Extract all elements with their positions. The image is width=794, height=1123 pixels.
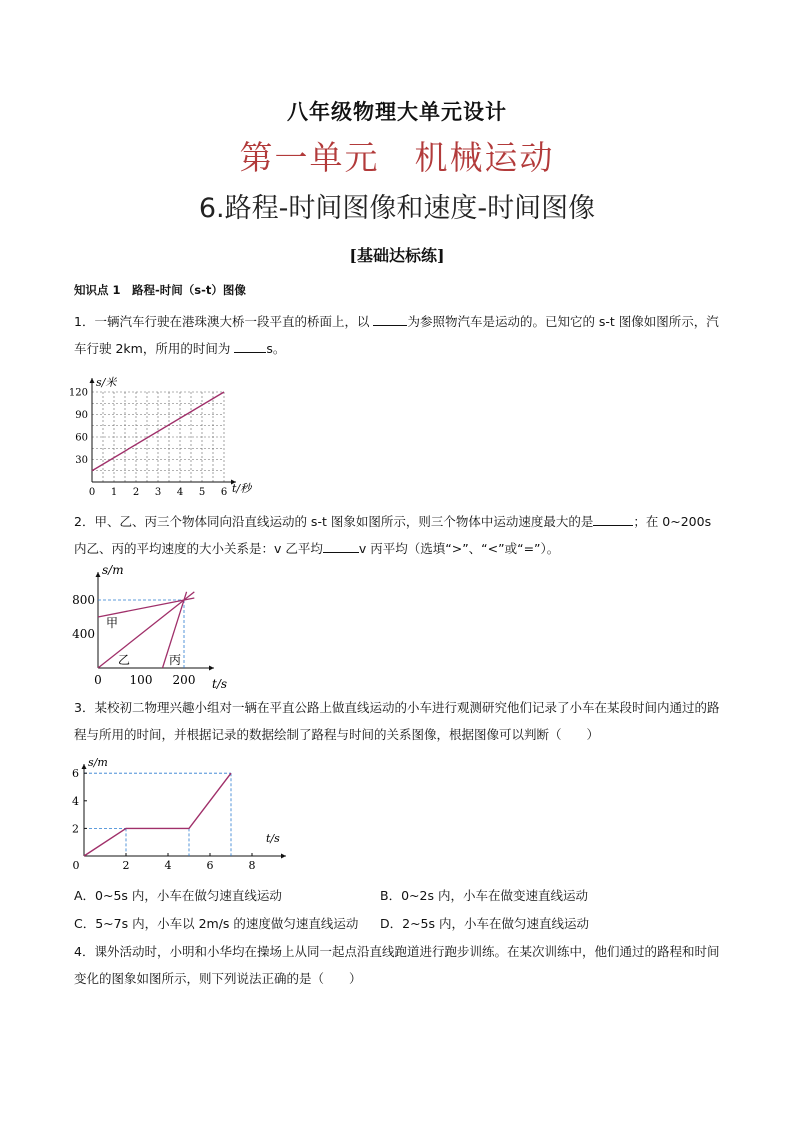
y-axis-arrow-icon [82, 764, 87, 769]
chart-1-st-graph [66, 370, 266, 500]
section-title: [基础达标练] [349, 246, 445, 265]
y-tick-label: 400 [72, 627, 95, 641]
question-4: 4．课外活动时，小明和小华均在操场上从同一起点沿直线跑道进行跑步训练。在某次训练中，他们通过的路程和时间变化的图象如图所示，则下列说法正确的是（ ） [74, 944, 720, 986]
y-tick-label: 30 [75, 455, 88, 466]
q1-blank-1[interactable] [373, 311, 407, 326]
y-tick-label: 800 [72, 593, 95, 607]
series-line [92, 392, 224, 471]
x-tick-label: 4 [176, 487, 184, 498]
chart-1-axes [90, 378, 237, 485]
y-tick-label: 6 [72, 767, 79, 781]
x-axis-arrow-icon [209, 666, 214, 671]
series-label-1: 甲 [106, 616, 119, 630]
x-tick-label: 0 [88, 487, 96, 498]
x-tick-label: 2 [132, 487, 140, 498]
lesson-title: 6.路程-时间图像和速度-时间图像 [198, 193, 596, 224]
chart-3-axes [82, 764, 287, 859]
chart-2-series [98, 592, 194, 668]
q3-option-d[interactable]: D．2~5s 内，小车在做匀速直线运动 [380, 916, 589, 931]
chart-1-xlabel: t/秒 [232, 482, 252, 495]
q2-text-part2: ；在 0~200s 内乙、丙的平均速度的大小关系是：v 乙平均 [74, 514, 712, 556]
series-label-3: 丙 [169, 653, 182, 667]
chart-3-st-graph [66, 752, 286, 874]
x-tick-label: 4 [164, 859, 172, 872]
q2-blank-1[interactable] [593, 511, 633, 526]
chart-3-ylabel: s/m [88, 756, 108, 769]
y-axis-arrow-icon [96, 572, 101, 577]
chart-3-xlabel: t/s [266, 832, 280, 845]
x-tick-label: 0 [72, 859, 80, 872]
x-tick-label: 1 [110, 487, 118, 498]
q3-option-c[interactable]: C．5~7s 内，小车以 2m/s 的速度做匀速直线运动 [74, 916, 359, 931]
question-3: 3．某校初二物理兴趣小组对一辆在平直公路上做直线运动的小车进行观测研究他们记录了小车在某段时间内通过的路程与所用的时间，并根据记录的数据绘制了路程与时间的关系图像，根据图像可以判断（ ） [74, 700, 720, 742]
doc-top-title: 八年级物理大单元设计 [287, 100, 507, 124]
chart-3-series [84, 773, 231, 856]
x-tick-label: 200 [172, 673, 196, 687]
x-tick-label: 100 [129, 673, 153, 687]
y-tick-label: 4 [72, 794, 79, 808]
y-tick-label: 120 [68, 387, 88, 399]
series-label-2: 乙 [118, 653, 131, 667]
x-axis-arrow-icon [281, 854, 286, 859]
y-tick-label: 90 [75, 410, 88, 421]
q3-option-a[interactable]: A．0~5s 内，小车在做匀速直线运动 [74, 888, 282, 903]
x-tick-label: 2 [122, 859, 130, 872]
chart-2-xlabel: t/s [212, 677, 228, 690]
x-tick-label: 6 [220, 487, 228, 498]
x-tick-label: 8 [248, 859, 256, 872]
q2-text-part3: v 丙平均（选填“>”、“<”或“=”）。 [358, 541, 560, 556]
x-tick-label: 5 [198, 487, 206, 498]
q3-option-b[interactable]: B．0~2s 内，小车在做变速直线运动 [380, 888, 588, 903]
chart-2-st-graph [66, 560, 246, 690]
x-tick-label: 0 [94, 673, 102, 687]
x-tick-label: 6 [206, 859, 214, 872]
q2-blank-2[interactable] [323, 538, 359, 553]
q1-text-part1: 1．一辆汽车行驶在港珠澳大桥一段平直的桥面上，以 [74, 314, 374, 329]
chart-2-ylabel: s/m [102, 563, 124, 577]
chart-1-grid [92, 392, 224, 482]
series-line [84, 773, 231, 856]
chart-1-ylabel: s/米 [96, 376, 117, 389]
y-tick-label: 2 [72, 822, 79, 836]
q1-text-part3: s。 [266, 341, 286, 356]
y-axis-arrow-icon [90, 378, 95, 383]
chart-1-series [92, 392, 224, 471]
unit-title: 第一单元 机械运动 [239, 138, 555, 177]
q2-text-part1: 2．甲、乙、丙三个物体同向沿直线运动的 s-t 图象如图所示，则三个物体中运动速度最大的是 [74, 514, 594, 529]
question-1 [74, 308, 724, 362]
chart-3-guides [84, 773, 231, 856]
question-2 [74, 508, 724, 562]
x-tick-label: 3 [154, 487, 162, 498]
q1-blank-2[interactable] [234, 338, 266, 353]
q1-text-part2: 为参照物汽车是运动的。已知它的 s-t 图像如图所示，汽车行驶 2km，所用的时间为 [74, 314, 719, 356]
y-tick-label: 60 [75, 432, 88, 444]
knowledge-point-heading: 知识点 1 路程-时间（s-t）图像 [74, 283, 246, 297]
